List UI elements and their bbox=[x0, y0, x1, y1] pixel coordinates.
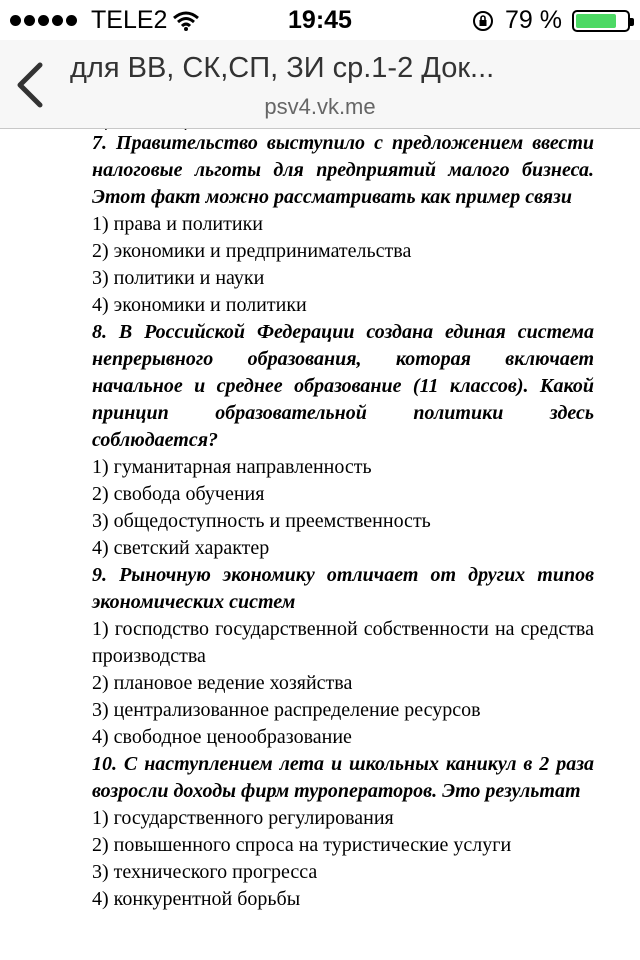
q10-option-3: 3) технического прогресса bbox=[92, 861, 318, 883]
q9-option-2: 2) плановое ведение хозяйства bbox=[92, 672, 353, 694]
q9-option-1: 1) господство государственной собственности на средства производства bbox=[92, 618, 594, 667]
q8-option-3: 3) общедоступность и преемственность bbox=[92, 510, 431, 532]
rotation-lock-icon bbox=[471, 9, 495, 33]
carrier-name: TELE2 bbox=[91, 6, 168, 34]
document-content bbox=[92, 110, 594, 913]
q7-option-1: 1) права и политики bbox=[92, 213, 263, 235]
question-9: 9. Рыночную экономику отличает от других типов экономических систем bbox=[92, 564, 594, 613]
q7-option-3: 3) политики и науки bbox=[92, 267, 265, 289]
q9-option-3: 3) централизованное распределение ресурсов bbox=[92, 699, 481, 721]
question-10: 10. С наступлением лета и школьных каникул в 2 раза возросли доходы фирм туроператоров. Это результат bbox=[92, 753, 594, 802]
document-url: psv4.vk.me bbox=[264, 94, 376, 119]
navigation-bar bbox=[0, 40, 640, 129]
clock: 19:45 bbox=[288, 6, 352, 34]
battery-group bbox=[471, 6, 630, 35]
q9-option-4: 4) свободное ценообразование bbox=[92, 726, 352, 748]
q7-option-4: 4) экономики и политики bbox=[92, 294, 307, 316]
q7-option-2: 2) экономики и предпринимательства bbox=[92, 240, 412, 262]
q8-option-4: 4) светский характер bbox=[92, 537, 270, 559]
battery-percent: 79 % bbox=[505, 6, 562, 34]
question-7: 7. Правительство выступило с предложением ввести налоговые льготы для предприятий малого бизнеса. Этот факт можно рассматривать как пример связи bbox=[92, 132, 594, 208]
q10-option-2: 2) повышенного спроса на туристические услуги bbox=[92, 834, 512, 856]
battery-icon bbox=[572, 10, 630, 32]
q10-option-1: 1) государственного регулирования bbox=[92, 807, 394, 829]
q10-option-4: 4) конкурентной борьбы bbox=[92, 888, 301, 910]
document-title: для ВВ, СК,СП, ЗИ ср.1-2 Док... bbox=[70, 52, 495, 84]
q8-option-1: 1) гуманитарная направленность bbox=[92, 456, 372, 478]
q8-option-2: 2) свобода обучения bbox=[92, 483, 265, 505]
question-8: 8. В Российской Федерации создана единая система непрерывного образования, которая включает начальное и среднее образование (11 классов). Какой принцип образовательной политики здесь соблюдается? bbox=[92, 321, 594, 451]
battery-level bbox=[576, 14, 616, 28]
status-bar bbox=[0, 0, 640, 40]
